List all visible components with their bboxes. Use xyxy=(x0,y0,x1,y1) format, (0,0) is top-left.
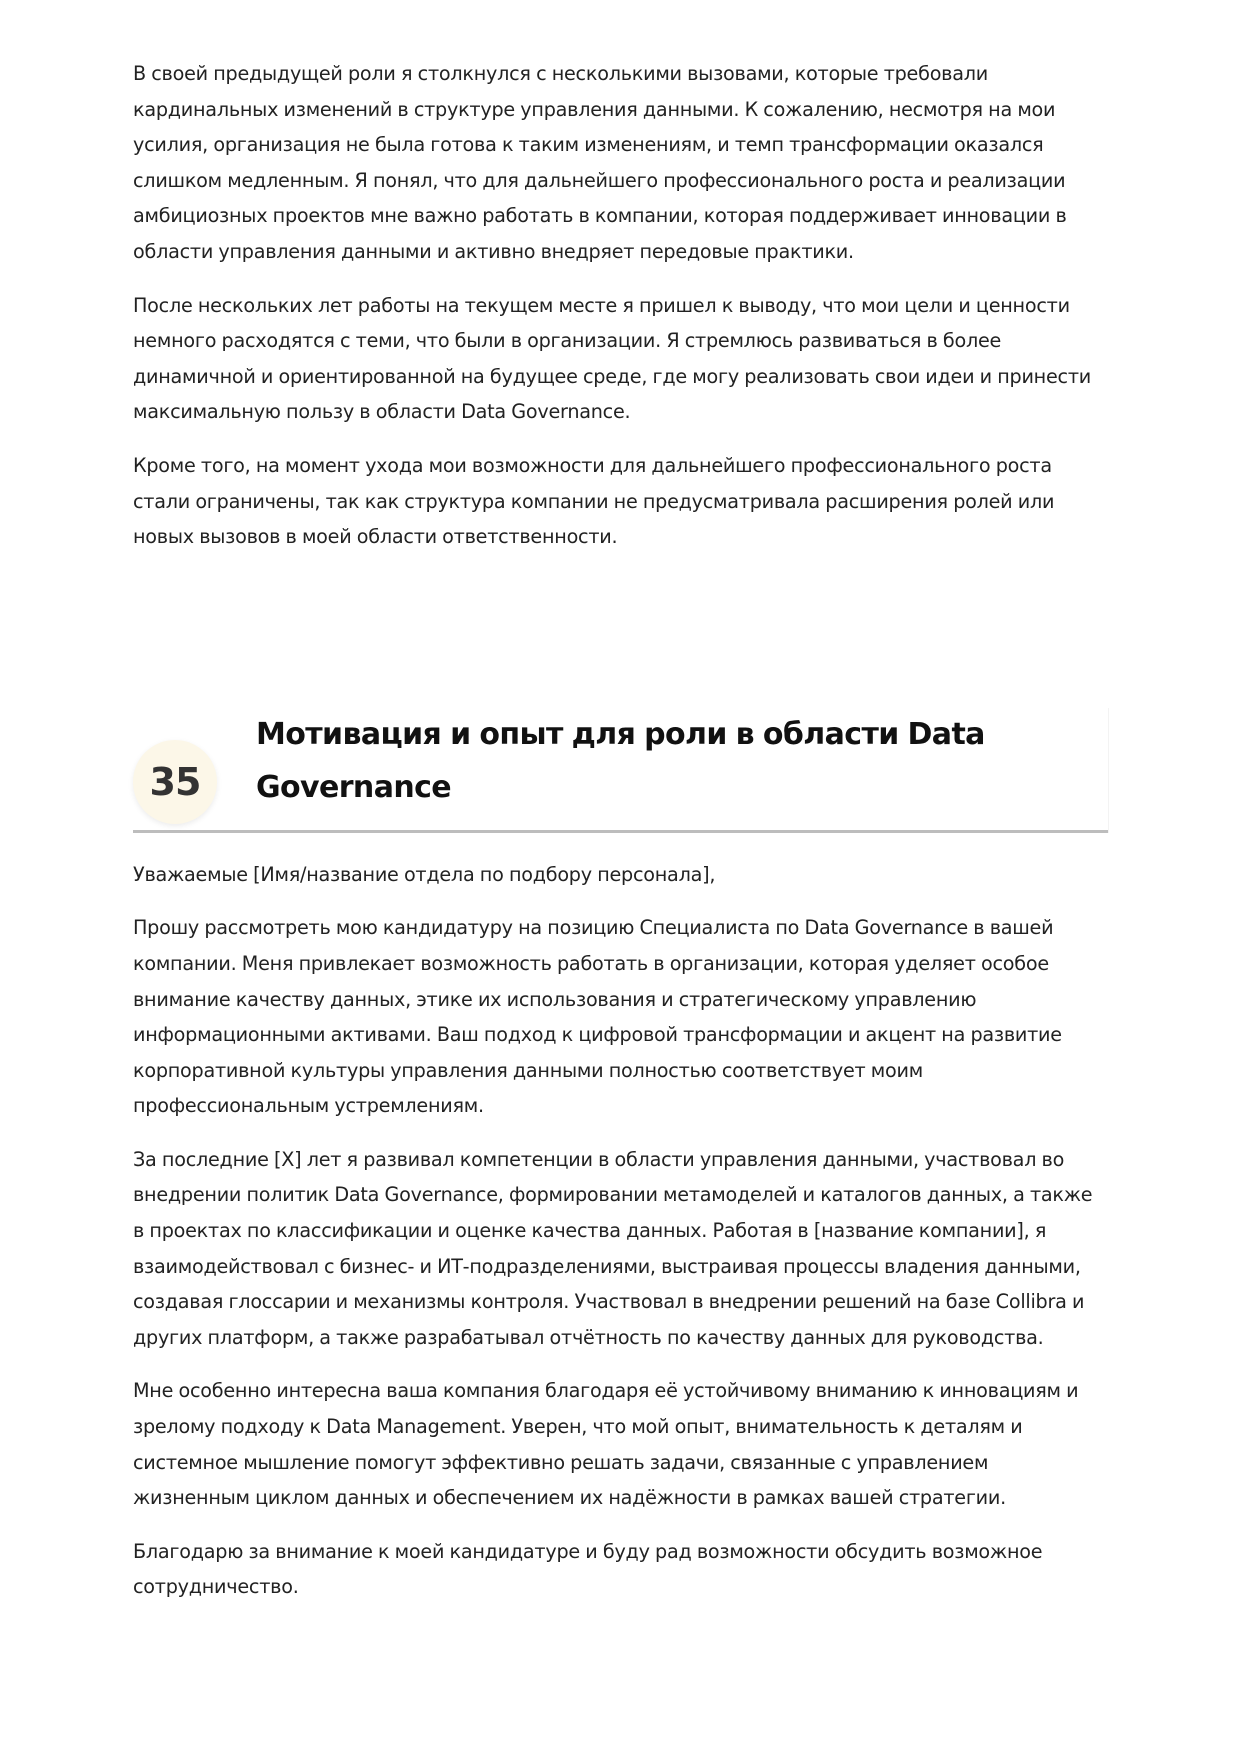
intro-section xyxy=(133,56,1108,555)
closing-paragraph: Благодарю за внимание к моей кандидатуре и буду рад возможности обсудить возможное сотрудничество. xyxy=(133,1539,1043,1599)
section-body xyxy=(133,833,1108,1605)
paragraph: Мне особенно интересна ваша компания благодаря её устойчивому вниманию к инновациям и зрелому подходу к Data Management. Уверен, что мой опыт, внимательность к деталям и системное мышление помогут эффективно решать задачи, связанные с управлением жизненным циклом данных и обеспечением их надёжности в рамках вашей стратегии. xyxy=(133,1379,1079,1510)
section-heading xyxy=(133,708,1108,833)
paragraph: Кроме того, на момент ухода мои возможности для дальнейшего профессионального роста стали ограничены, так как структура компании не предусматривала расширения ролей или новых вызовов в моей области ответственности. xyxy=(133,453,1055,549)
paragraph: За последние [X] лет я развивал компетенции в области управления данными, участвовал во внедрении политик Data Governance, формировании метамоделей и каталогов данных, а также в проектах по классификации и оценке качества данных. Работая в [название компании], я взаимодействовал с бизнес- и ИТ-подразделениями, выстраивая процессы владения данными, создавая глоссарии и механизмы контроля. Участвовал в внедрении решений на базе Collibra и других платформ, а также разрабатывал отчётность по качеству данных для руководства. xyxy=(133,1147,1093,1349)
section-title: Мотивация и опыт для роли в области Data Governance xyxy=(256,716,985,805)
salutation: Уважаемые [Имя/название отдела по подбору персонала], xyxy=(133,862,716,886)
section-number-badge: 35 xyxy=(133,740,217,824)
paragraph: Прошу рассмотреть мою кандидатуру на позицию Специалиста по Data Governance в вашей компании. Меня привлекает возможность работать в организации, которая уделяет особое внимание качеству данных, этике их использования и стратегическому управлению информационными активами. Ваш подход к цифровой трансформации и акцент на развитие корпоративной культуры управления данными полностью соответствует моим профессиональным устремлениям. xyxy=(133,916,1062,1118)
paragraph: После нескольких лет работы на текущем месте я пришел к выводу, что мои цели и ценности немного расходятся с теми, что были в организации. Я стремлюсь развиваться в более динамичной и ориентированной на будущее среде, где могу реализовать свои идеи и принести максимальную пользу в области Data Governance. xyxy=(133,293,1091,424)
section-spacer xyxy=(133,573,1108,708)
paragraph: В своей предыдущей роли я столкнулся с несколькими вызовами, которые требовали кардинальных изменений в структуре управления данными. К сожалению, несмотря на мои усилия, организация не была готова к таким изменениям, и темп трансформации оказался слишком медленным. Я понял, что для дальнейшего профессионального роста и реализации амбициозных проектов мне важно работать в компании, которая поддерживает инновации в области управления данными и активно внедряет передовые практики. xyxy=(133,62,1067,263)
document-page xyxy=(133,56,1108,1623)
